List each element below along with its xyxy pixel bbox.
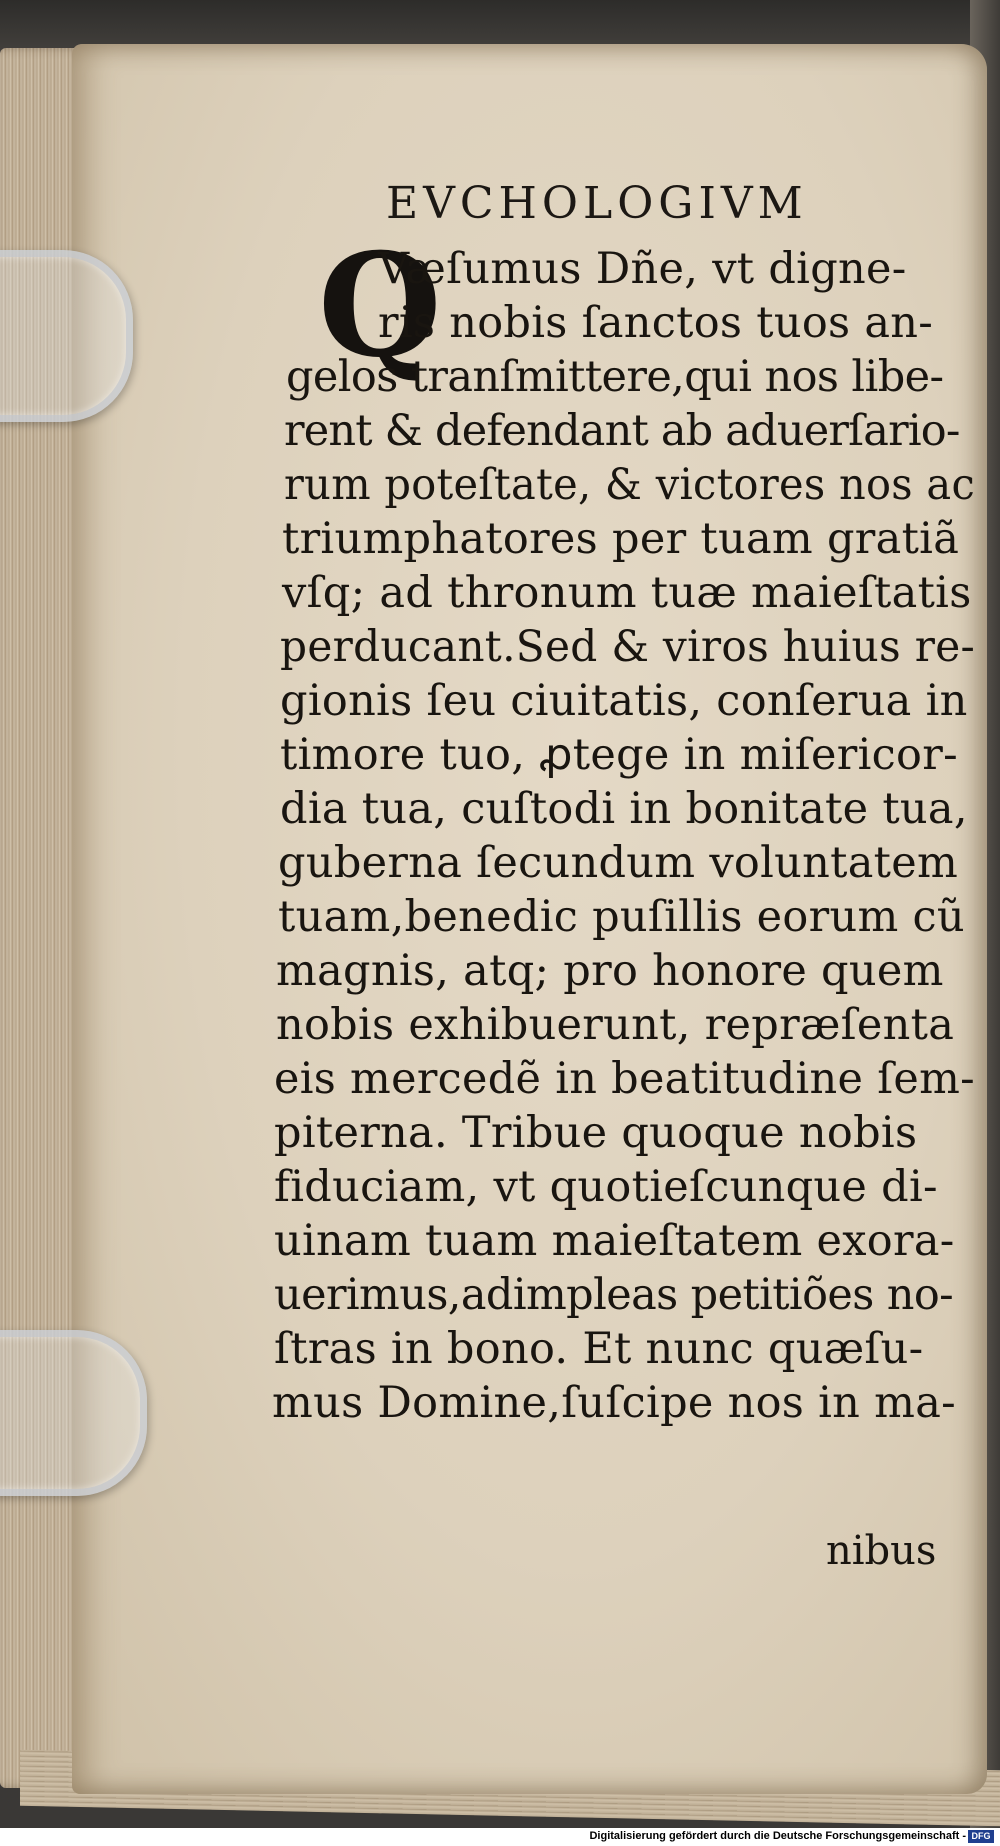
page-clip-bottom bbox=[0, 1330, 147, 1496]
text-line: ris nobis ſanctos tuos an- bbox=[378, 298, 934, 348]
text-line: eis mercedẽ in beatitudine ſem- bbox=[274, 1054, 975, 1104]
page-clip-top bbox=[0, 250, 133, 422]
text-line: ſtras in bono. Et nunc quæſu- bbox=[274, 1324, 924, 1374]
text-line: triumphatores per tuam gratiã bbox=[282, 514, 960, 564]
text-line: rent & defendant ab aduerſario- bbox=[284, 406, 960, 456]
text-line: timore tuo, ꝓtege in miſericor- bbox=[280, 730, 958, 780]
text-line: magnis, atq; pro honore quem bbox=[276, 946, 944, 996]
text-line: dia tua, cuſtodi in bonitate tua, bbox=[280, 784, 968, 834]
text-line: gionis ſeu ciuitatis, conſerua in bbox=[280, 676, 968, 726]
footer-credit: Digitalisierung gefördert durch die Deutsche Forschungsgemeinschaft - bbox=[589, 1830, 966, 1842]
running-head: EVCHOLOGIVM bbox=[386, 178, 808, 229]
text-line: guberna ſecundum voluntatem bbox=[278, 838, 959, 888]
text-line: vſq; ad thronum tuæ maieſtatis bbox=[282, 568, 972, 618]
text-line: gelos tranſmittere,qui nos libe- bbox=[286, 352, 944, 402]
text-line: mus Domine,ſuſcipe nos in ma- bbox=[272, 1378, 956, 1428]
text-line: rum poteſtate, & victores nos ac bbox=[284, 460, 976, 510]
text-line: tuam,benedic puſillis eorum cũ bbox=[278, 892, 965, 942]
text-line: Væſumus Dñe, vt digne- bbox=[378, 244, 907, 294]
drop-cap-initial: Q bbox=[318, 223, 442, 389]
dfg-logo: DFG bbox=[968, 1830, 994, 1843]
text-line: fiduciam, vt quotieſcunque di- bbox=[274, 1162, 938, 1212]
text-line: nobis exhibuerunt, repræſenta bbox=[276, 1000, 955, 1050]
catchword: nibus bbox=[826, 1528, 937, 1574]
text-line: perducant.Sed & viros huius re- bbox=[280, 622, 976, 672]
text-line: piterna. Tribue quoque nobis bbox=[274, 1108, 918, 1158]
text-line: uinam tuam maieſtatem exora- bbox=[274, 1216, 955, 1266]
text-line: uerimus,adimpleas petitiões no- bbox=[274, 1270, 954, 1320]
